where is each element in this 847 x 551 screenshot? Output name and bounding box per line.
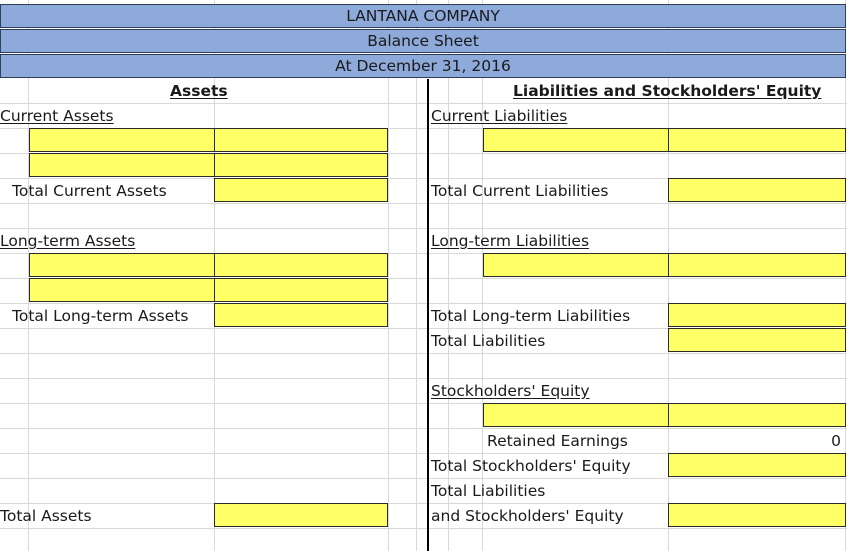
retained-earnings-label[interactable]: Retained Earnings (487, 432, 628, 450)
current-liability-name-input[interactable] (483, 128, 669, 152)
current-asset-amount-input-2[interactable] (214, 153, 388, 177)
equity-item-name-input[interactable] (483, 403, 669, 427)
current-liabilities-label[interactable]: Current Liabilities (431, 107, 568, 125)
total-stockholders-equity-label[interactable]: Total Stockholders' Equity (431, 457, 631, 475)
total-liabilities-input[interactable] (668, 328, 846, 352)
total-longterm-assets-label[interactable]: Total Long-term Assets (12, 307, 189, 325)
total-current-assets-label[interactable]: Total Current Assets (12, 182, 167, 200)
total-current-assets-input[interactable] (214, 178, 388, 202)
current-asset-amount-input-1[interactable] (214, 128, 388, 152)
stockholders-equity-label[interactable]: Stockholders' Equity (431, 382, 590, 400)
total-liab-equity-input[interactable] (668, 503, 846, 527)
total-longterm-liabilities-input[interactable] (668, 303, 846, 327)
longterm-liabilities-label[interactable]: Long-term Liabilities (431, 232, 590, 250)
total-liab-equity-label-line1[interactable]: Total Liabilities (431, 482, 546, 500)
longterm-liability-amount-input[interactable] (668, 253, 846, 277)
total-assets-label[interactable]: Total Assets (0, 507, 92, 525)
liabilities-equity-heading[interactable]: Liabilities and Stockholders' Equity (513, 82, 822, 100)
gridline (0, 353, 847, 354)
longterm-assets-label[interactable]: Long-term Assets (0, 232, 136, 250)
company-name-header[interactable]: LANTANA COMPANY (0, 4, 846, 28)
longterm-asset-amount-input-2[interactable] (214, 278, 388, 302)
statement-date-header[interactable]: At December 31, 2016 (0, 54, 846, 78)
current-asset-name-input-1[interactable] (29, 128, 215, 152)
equity-item-amount-input[interactable] (668, 403, 846, 427)
gridline (0, 378, 847, 379)
retained-earnings-value[interactable]: 0 (831, 432, 841, 450)
current-assets-label[interactable]: Current Assets (0, 107, 114, 125)
statement-title-header[interactable]: Balance Sheet (0, 29, 846, 53)
total-liab-equity-label-line2[interactable]: and Stockholders' Equity (431, 507, 624, 525)
gridline (416, 0, 417, 551)
longterm-asset-amount-input-1[interactable] (214, 253, 388, 277)
longterm-liability-name-input[interactable] (483, 253, 669, 277)
current-asset-name-input-2[interactable] (29, 153, 215, 177)
longterm-asset-name-input-1[interactable] (29, 253, 215, 277)
total-assets-input[interactable] (214, 503, 388, 527)
total-current-liabilities-input[interactable] (668, 178, 846, 202)
longterm-asset-name-input-2[interactable] (29, 278, 215, 302)
column-divider (427, 79, 429, 551)
gridline (0, 528, 847, 529)
total-longterm-assets-input[interactable] (214, 303, 388, 327)
total-current-liabilities-label[interactable]: Total Current Liabilities (431, 182, 609, 200)
total-longterm-liabilities-label[interactable]: Total Long-term Liabilities (431, 307, 631, 325)
gridline (0, 478, 847, 479)
total-stockholders-equity-input[interactable] (668, 453, 846, 477)
gridline (388, 0, 389, 551)
total-liabilities-label[interactable]: Total Liabilities (431, 332, 546, 350)
assets-heading[interactable]: Assets (170, 82, 228, 100)
current-liability-amount-input[interactable] (668, 128, 846, 152)
